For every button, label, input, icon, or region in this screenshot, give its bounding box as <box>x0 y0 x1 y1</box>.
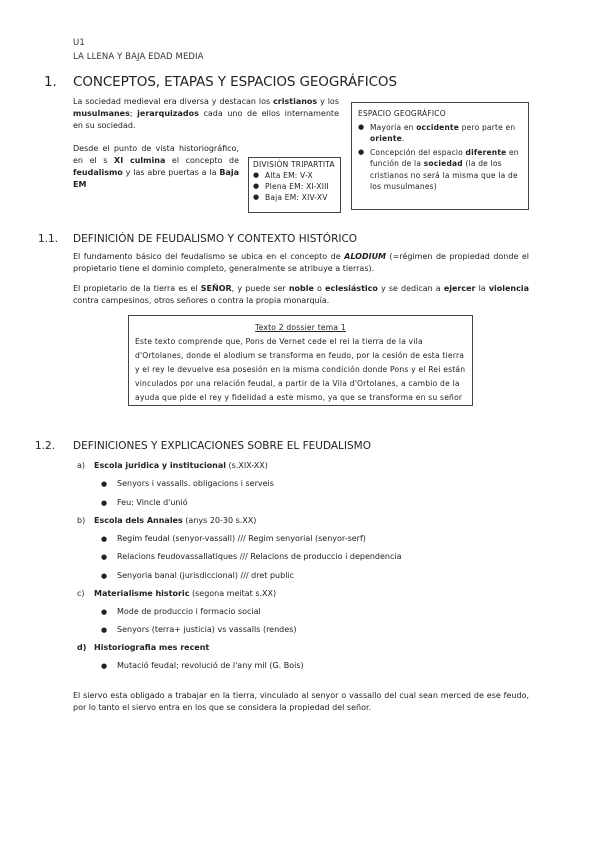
unit-label: U1 <box>73 38 85 48</box>
espacio-geografico-box <box>351 102 529 210</box>
section-1-number: 1. <box>44 74 57 90</box>
alodium-paragraph: El fundamento básico del feudalismo se ubica en el concepto de ALODIUM (=régimen de propiedad donde el propietario tiene el dominio completo, generalmente se atribuye a tierras). <box>73 252 530 273</box>
group-heading: Materialisme historic (segona meitat s.XX) <box>94 589 277 598</box>
list-letter: c) <box>77 589 85 598</box>
list-item: Mode de produccio i formacio social <box>117 607 261 616</box>
list-item: ● Baja EM: XIV-XV <box>253 192 336 203</box>
historiography-paragraph: Desde el punto de vista historiográfico, en el s XI culmina el concepto de feudalismo y las abre puertas a la Baja EM <box>73 144 239 189</box>
text-box-title: Texto 2 dossier tema 1 <box>255 323 346 332</box>
bullet-icon: ● <box>101 553 108 561</box>
section-1-title: CONCEPTOS, ETAPAS Y ESPACIOS GEOGRÁFICOS <box>73 74 397 90</box>
division-box-title: DIVISIÓN TRIPARTITA <box>253 160 335 169</box>
bullet-icon: ● <box>101 499 108 507</box>
list-item: Mutació feudal; revolució de l'any mil (G. Bois) <box>117 661 304 670</box>
group-heading: Escola dels Annales (anys 20-30 s.XX) <box>94 516 257 525</box>
list-letter: b) <box>77 516 86 525</box>
section-1-1-number: 1.1. <box>38 233 59 245</box>
document-subtitle: LA LLENA Y BAJA EDAD MEDIA <box>73 52 204 62</box>
senor-paragraph: El propietario de la tierra es el SEÑOR, y puede ser noble o eclesiástico y se dedican a ejercer la violencia contra campesinos, otros señores o contra la propia monarquía. <box>73 284 530 305</box>
bullet-icon: ● <box>101 662 108 670</box>
bullet-icon: ● <box>101 608 108 616</box>
division-tripartita-box <box>248 157 341 213</box>
section-1-2-number: 1.2. <box>35 440 56 452</box>
texto-dossier-box <box>128 315 473 406</box>
list-item: ● Concepción del espacio diferente en función de la sociedad (la de los cristianos no será la misma que la de los musulmanes) <box>358 147 522 193</box>
list-letter: a) <box>77 461 86 470</box>
geo-list <box>358 122 522 193</box>
bullet-icon: ● <box>101 572 108 580</box>
list-item: Relacions feudovassallatiques /// Relacions de produccio i dependencia <box>117 552 402 561</box>
bullet-icon: ● <box>101 626 108 634</box>
group-heading: Historiografia mes recent <box>94 643 210 652</box>
list-item: Feu: Vincle d'unió <box>117 498 188 507</box>
list-item: ● Mayoría en occidente pero parte en oriente. <box>358 122 522 145</box>
division-list <box>253 170 336 203</box>
list-item: Senyors (terra+ justicia) vs vassalls (rendes) <box>117 625 297 634</box>
closing-paragraph: El siervo esta obligado a trabajar en la tierra, vinculado al senyor o vassallo del cual sean merced de ese feudo, por lo tanto el siervo entra en los que se considera la propiedad del señor. <box>73 691 529 712</box>
text-box-body: Este texto comprende que, Pons de Vernet cede el rei la tierra de la vila d'Ortolanes, donde el alodium se transforma en feudo, por la cesión de esta tierra y el rey le devuelve esa posesión en la misma condición donde Pons y el Rei están vinculados por una relación feudal, a partir de la Vila d'Ortolanes, a cambio de la ayuda que pide el rey y fidelidad a este mismo, ya que se transforma en su señor <box>135 337 466 402</box>
section-1-2-title: DEFINICIONES Y EXPLICACIONES SOBRE EL FEUDALISMO <box>73 440 371 452</box>
list-item: Regim feudal (senyor-vassall) /// Regim senyorial (senyor-serf) <box>117 534 366 543</box>
bullet-icon: ● <box>101 480 108 488</box>
geo-box-title: ESPACIO GEOGRÁFICO <box>358 109 446 118</box>
list-item: ● Alta EM: V-X <box>253 170 336 181</box>
list-item: Senyors i vassalls. obligacions i serveis <box>117 479 274 488</box>
bullet-icon: ● <box>101 535 108 543</box>
intro-paragraph: La sociedad medieval era diversa y destacan los cristianos y los musulmanes; jerarquizados cada uno de ellos internamente en su sociedad. <box>73 97 339 130</box>
list-item: Senyoria banal (jurisdiccional) /// dret public <box>117 571 295 580</box>
section-1-1-title: DEFINICIÓN DE FEUDALISMO Y CONTEXTO HISTÓRICO <box>73 233 358 245</box>
list-item: ● Plena EM: XI-XIII <box>253 181 336 192</box>
group-heading: Escola juridica y institucional (s.XIX-XX) <box>94 461 268 470</box>
list-letter: d) <box>77 643 87 652</box>
